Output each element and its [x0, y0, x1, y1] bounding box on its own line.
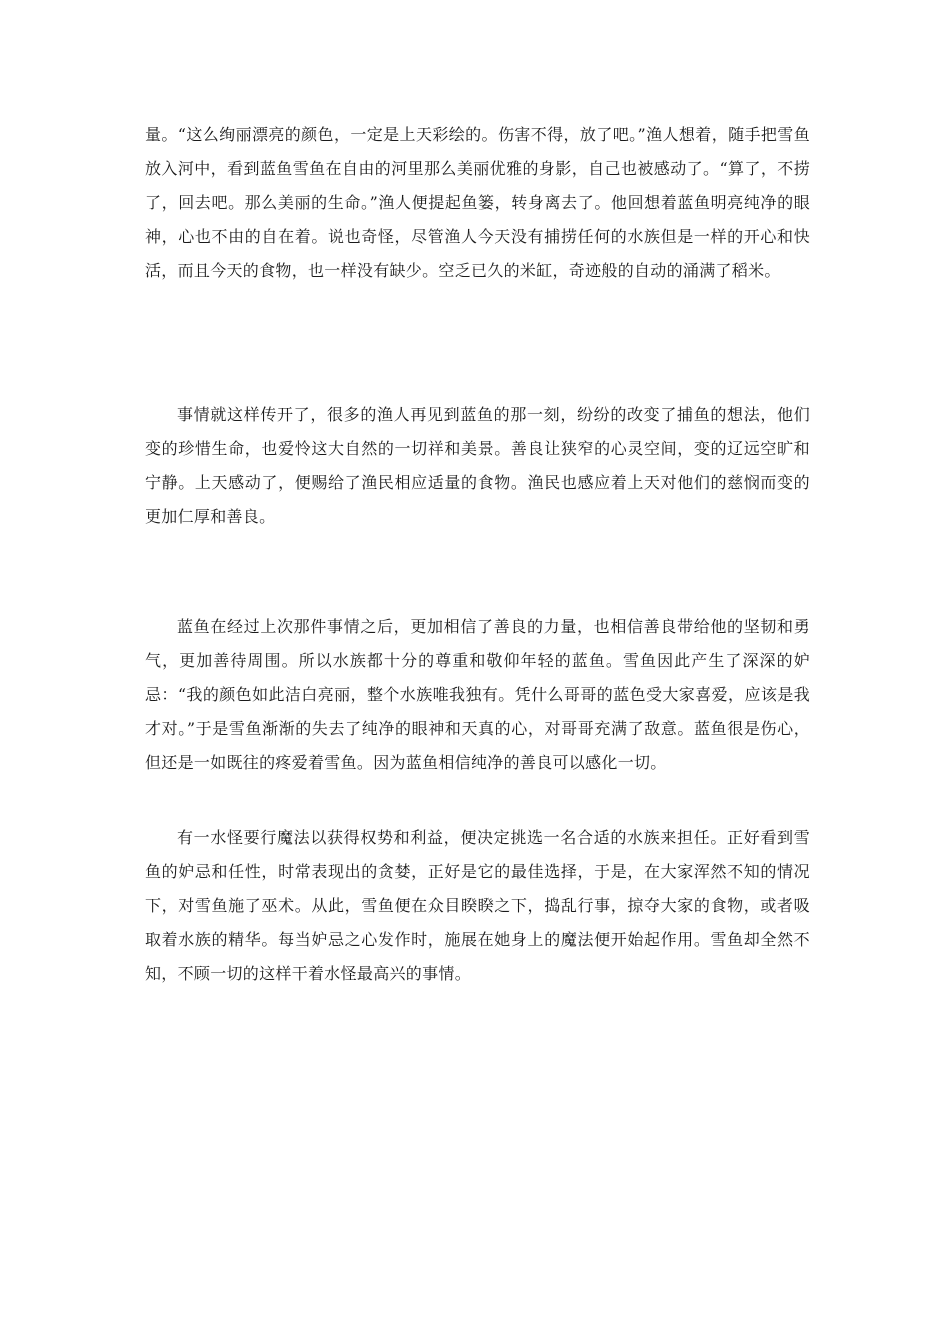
paragraph-3: 蓝鱼在经过上次那件事情之后，更加相信了善良的力量，也相信善良带给他的坚韧和勇气，更加善待周围。所以水族都十分的尊重和敬仰年轻的蓝鱼。雪鱼因此产生了深深的妒忌：“我的颜色如此洁白亮丽，整个水族唯我独有。凭什么哥哥的蓝色受大家喜爱，应该是我才对。”于是雪鱼渐渐的失去了纯净的眼神和天真的心，对哥哥充满了敌意。蓝鱼很是伤心，但还是一如既往的疼爱着雪鱼。因为蓝鱼相信纯净的善良可以感化一切。 — [145, 617, 810, 772]
paragraph-1: 量。“这么绚丽漂亮的颜色，一定是上天彩绘的。伤害不得，放了吧。”渔人想着，随手把雪鱼放入河中，看到蓝鱼雪鱼在自由的河里那么美丽优雅的身影，自己也被感动了。“算了，不捞了，回去吧。那么美丽的生命。”渔人便提起鱼篓，转身离去了。他回想着蓝鱼明亮纯净的眼神，心也不由的自在着。说也奇怪，尽管渔人今天没有捕捞任何的水族但是一样的开心和快活，而且今天的食物，也一样没有缺少。空乏已久的米缸，奇迹般的自动的涌满了稻米。 — [145, 125, 810, 280]
paragraph-2: 事情就这样传开了，很多的渔人再见到蓝鱼的那一刻，纷纷的改变了捕鱼的想法，他们变的珍惜生命，也爱怜这大自然的一切祥和美景。善良让狭窄的心灵空间，变的辽远空旷和宁静。上天感动了，便赐给了渔民相应适量的食物。渔民也感应着上天对他们的慈悯而变的更加仁厚和善良。 — [145, 405, 810, 526]
paragraph-4: 有一水怪要行魔法以获得权势和利益，便决定挑选一名合适的水族来担任。正好看到雪鱼的妒忌和任性，时常表现出的贪婪，正好是它的最佳选择，于是，在大家浑然不知的情况下，对雪鱼施了巫术。从此，雪鱼便在众目睽睽之下，捣乱行事，掠夺大家的食物，或者吸取着水族的精华。每当妒忌之心发作时，施展在她身上的魔法便开始起作用。雪鱼却全然不知，不顾一切的这样干着水怪最高兴的事情。 — [145, 828, 810, 983]
